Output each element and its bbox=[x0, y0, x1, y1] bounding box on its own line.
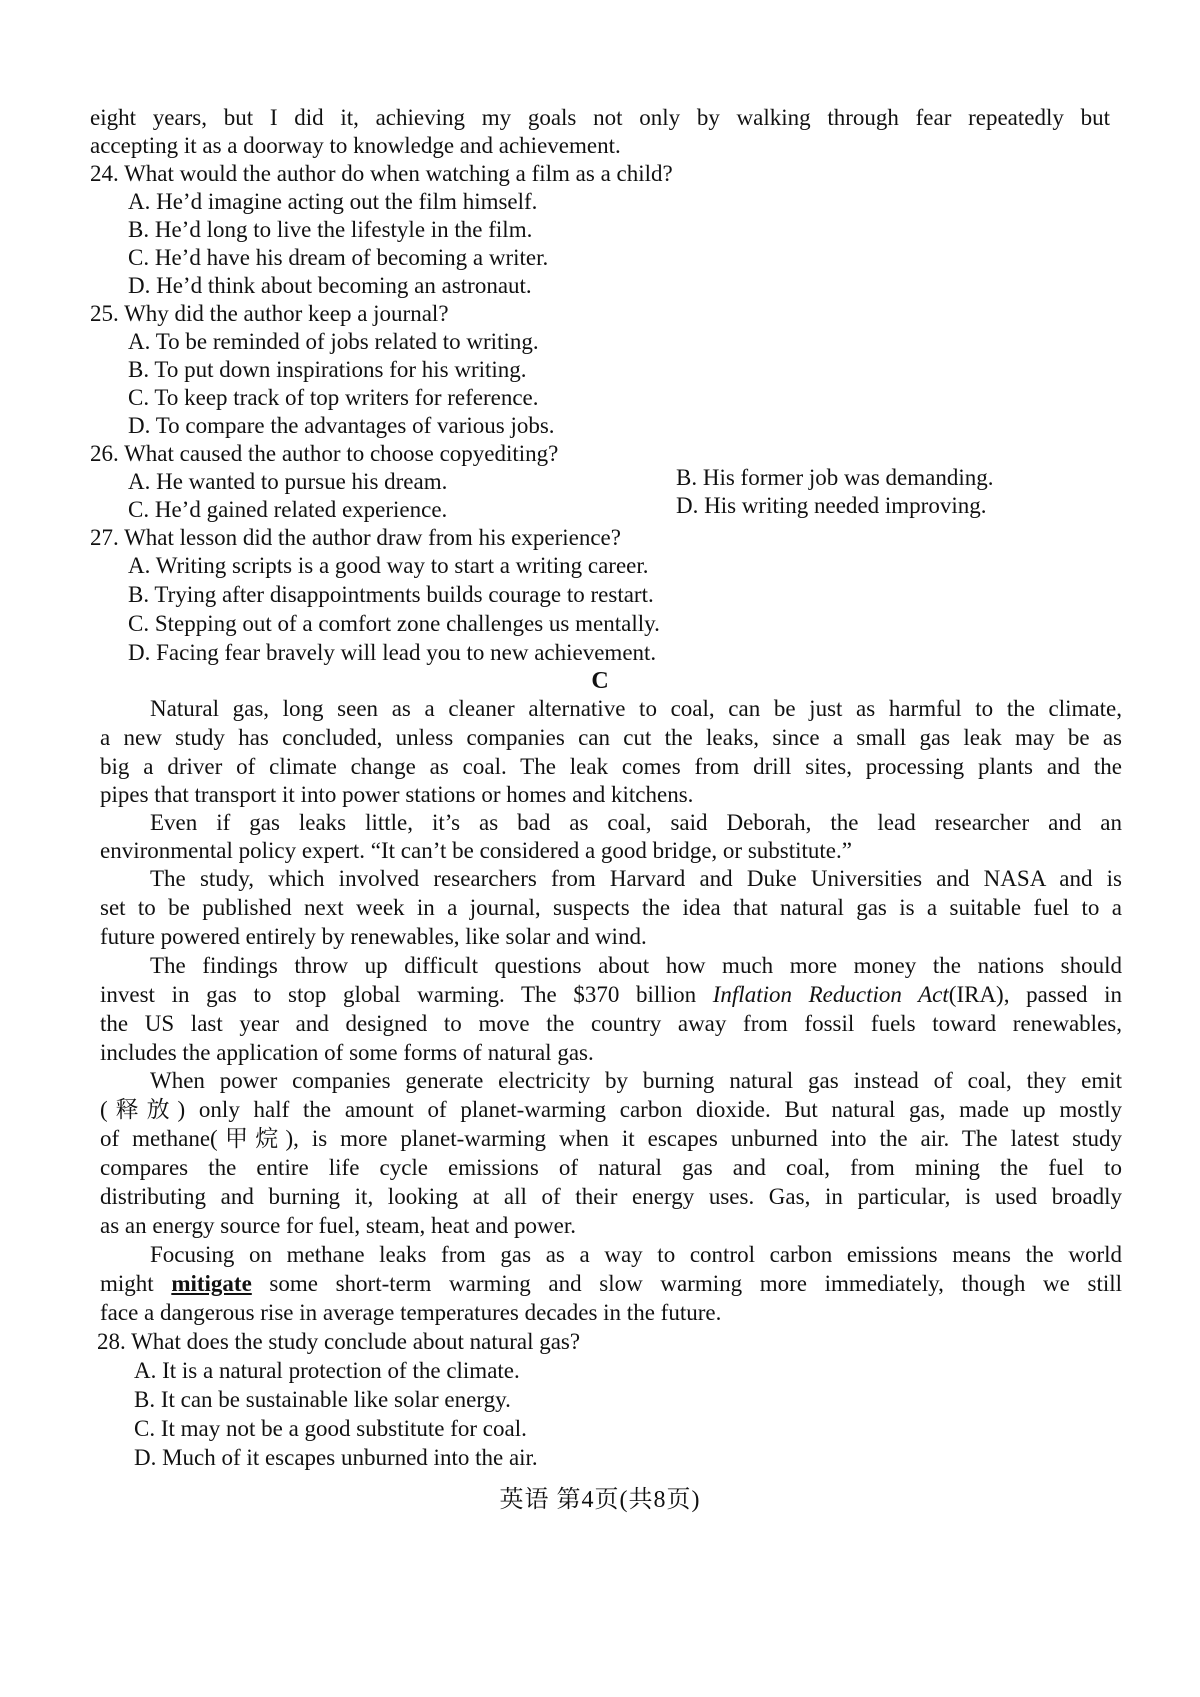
underlined-word-mitigate: mitigate bbox=[171, 1271, 252, 1296]
q27-option-c: C. Stepping out of a comfort zone challenges us mentally. bbox=[128, 611, 660, 636]
passage-p6-line-2 bbox=[100, 1269, 1122, 1299]
passage-p4-line-4: includes the application of some forms of natural gas. bbox=[100, 1040, 594, 1065]
q26-option-a: A. He wanted to pursue his dream. bbox=[128, 469, 448, 494]
q25-option-a: A. To be reminded of jobs related to writing. bbox=[128, 329, 539, 354]
q25-option-b: B. To put down inspirations for his writing. bbox=[128, 357, 527, 382]
passage-p3-line-3: future powered entirely by renewables, like solar and wind. bbox=[100, 924, 647, 949]
q24-option-d: D. He’d think about becoming an astronaut. bbox=[128, 273, 532, 298]
q28-option-c: C. It may not be a good substitute for coal. bbox=[134, 1416, 527, 1441]
passage-p2-line-2: environmental policy expert. “It can’t be considered a good bridge, or substitute.” bbox=[100, 838, 852, 863]
question-27: 27. What lesson did the author draw from his experience? bbox=[90, 525, 621, 550]
q26-option-c: C. He’d gained related experience. bbox=[128, 497, 448, 522]
passage-p1-line-1: Natural gas, long seen as a cleaner alternative to coal, can be just as harmful to the climate, bbox=[150, 696, 1122, 721]
inflation-reduction-act-title: Inflation Reduction Act bbox=[712, 982, 949, 1007]
q26-option-b: B. His former job was demanding. bbox=[676, 465, 994, 490]
passage-p6-line-1: Focusing on methane leaks from gas as a way to control carbon emissions means the world bbox=[150, 1242, 1122, 1267]
question-28: 28. What does the study conclude about natural gas? bbox=[97, 1329, 581, 1354]
passage-p6-line-3: face a dangerous rise in average temperatures decades in the future. bbox=[100, 1300, 722, 1325]
passage-p5-line-3: of methane(甲烷), is more planet-warming when it escapes unburned into the air. The latest study bbox=[100, 1126, 1122, 1151]
passage-p2-line-1: Even if gas leaks little, it’s as bad as coal, said Deborah, the lead researcher and an bbox=[150, 810, 1122, 835]
q24-option-b: B. He’d long to live the lifestyle in the film. bbox=[128, 217, 533, 242]
q24-option-c: C. He’d have his dream of becoming a writer. bbox=[128, 245, 549, 270]
passage-p5-line-2: (释放) only half the amount of planet-warming carbon dioxide. But natural gas, made up mostly bbox=[100, 1097, 1122, 1122]
section-heading-c: C bbox=[591, 668, 609, 694]
q25-option-c: C. To keep track of top writers for reference. bbox=[128, 385, 539, 410]
q27-option-a: A. Writing scripts is a good way to start a writing career. bbox=[128, 553, 649, 578]
passage-p3-line-1: The study, which involved researchers from Harvard and Duke Universities and NASA and is bbox=[150, 866, 1122, 891]
passage-p4-line-2 bbox=[100, 980, 1122, 1010]
question-26: 26. What caused the author to choose copyediting? bbox=[90, 441, 559, 466]
passage-p1-line-4: pipes that transport it into power stations or homes and kitchens. bbox=[100, 782, 694, 807]
question-24: 24. What would the author do when watching a film as a child? bbox=[90, 161, 673, 186]
q28-option-b: B. It can be sustainable like solar energy. bbox=[134, 1387, 511, 1412]
passage-p5-line-4: compares the entire life cycle emissions of natural gas and coal, from mining the fuel to bbox=[100, 1155, 1122, 1180]
passage-p5-line-1: When power companies generate electricity by burning natural gas instead of coal, they emit bbox=[150, 1068, 1122, 1093]
intro-line-1: eight years, but I did it, achieving my goals not only by walking through fear repeatedly but bbox=[90, 105, 1110, 130]
passage-p6-text-after-word: some short-term warming and slow warming more immediately, though we still bbox=[251, 1271, 1123, 1296]
intro-line-2: accepting it as a doorway to knowledge and achievement. bbox=[90, 133, 621, 158]
passage-p6-text-before-word: might bbox=[100, 1271, 172, 1296]
passage-p1-line-2: a new study has concluded, unless companies can cut the leaks, since a small gas leak may be as bbox=[100, 725, 1122, 750]
q27-option-d: D. Facing fear bravely will lead you to new achievement. bbox=[128, 640, 657, 665]
q26-option-d: D. His writing needed improving. bbox=[676, 493, 987, 518]
q27-option-b: B. Trying after disappointments builds courage to restart. bbox=[128, 582, 654, 607]
passage-p5-line-5: distributing and burning it, looking at all of their energy uses. Gas, in particular, is used broadly bbox=[100, 1184, 1122, 1209]
passage-p4-line-3: the US last year and designed to move the country away from fossil fuels toward renewables, bbox=[100, 1011, 1122, 1036]
page-footer: 英语 第4页(共8页) bbox=[499, 1487, 701, 1513]
q24-option-a: A. He’d imagine acting out the film himself. bbox=[128, 189, 538, 214]
passage-p4-text-after-act: (IRA), passed in bbox=[948, 982, 1122, 1007]
q28-option-a: A. It is a natural protection of the climate. bbox=[134, 1358, 520, 1383]
q28-option-d: D. Much of it escapes unburned into the air. bbox=[134, 1445, 538, 1470]
passage-p4-text-before-act: invest in gas to stop global warming. The $370 billion bbox=[100, 982, 713, 1007]
passage-p5-line-6: as an energy source for fuel, steam, heat and power. bbox=[100, 1213, 577, 1238]
passage-p3-line-2: set to be published next week in a journal, suspects the idea that natural gas is a suitable fuel to a bbox=[100, 895, 1122, 920]
passage-p4-line-1: The findings throw up difficult questions about how much more money the nations should bbox=[150, 953, 1122, 978]
question-25: 25. Why did the author keep a journal? bbox=[90, 301, 449, 326]
q25-option-d: D. To compare the advantages of various jobs. bbox=[128, 413, 555, 438]
passage-p1-line-3: big a driver of climate change as coal. The leak comes from drill sites, processing plants and the bbox=[100, 754, 1122, 779]
